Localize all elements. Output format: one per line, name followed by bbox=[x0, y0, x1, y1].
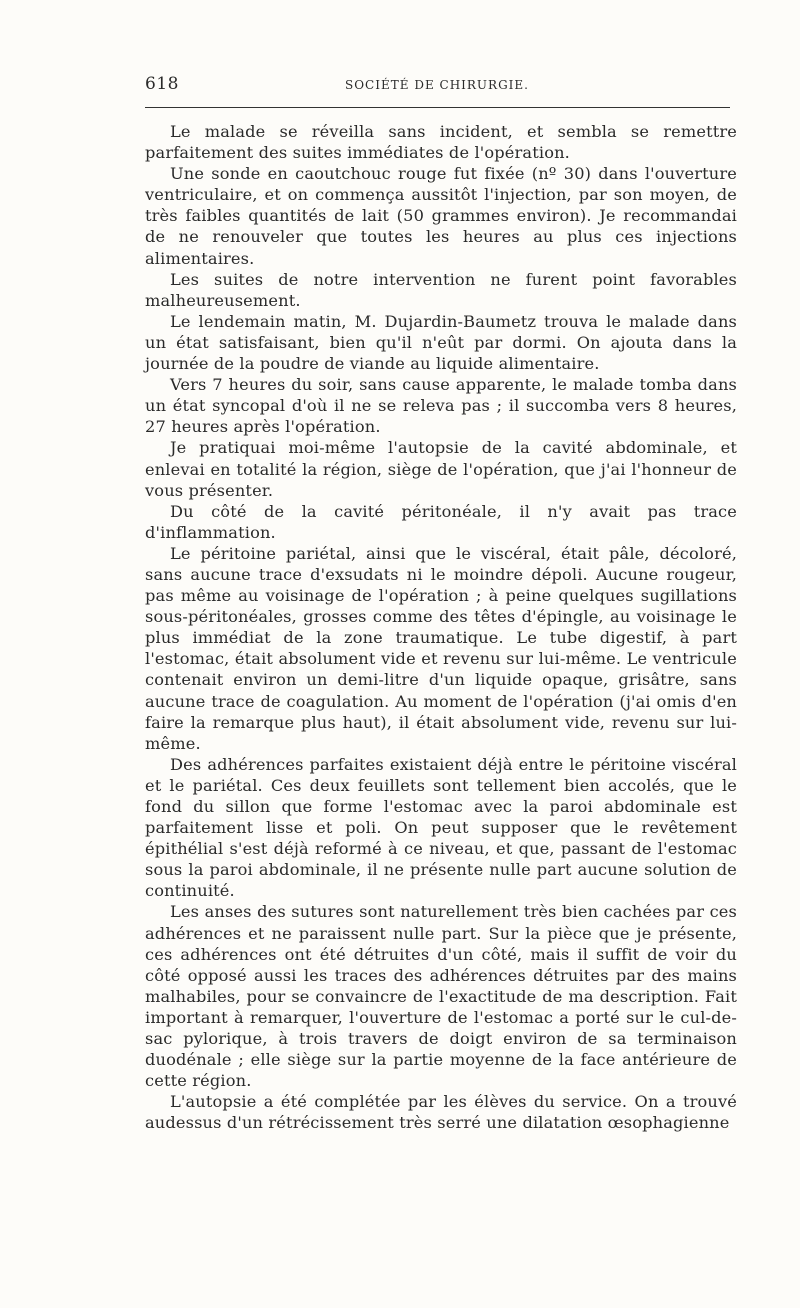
page-number: 618 bbox=[145, 74, 179, 94]
paragraph: Du côté de la cavité péritonéale, il n'y avait pas trace d'inflammation. bbox=[145, 501, 737, 542]
paragraph: Des adhérences parfaites existaient déjà entre le péritoine viscéral et le pariétal. Ces deux feuillets sont tellement bien accolés, que le fond du sillon que forme l'estomac avec la paroi abdominale est parfaitement lisse et poli. On peut supposer que le revêtement épithélial s'est déjà reformé à ce niveau, et que, passant de l'estomac sous la paroi abdominale, il ne présente nulle part aucune solution de continuité. bbox=[145, 754, 737, 901]
header-rule bbox=[145, 107, 730, 108]
paragraph: Une sonde en caoutchouc rouge fut fixée (nº 30) dans l'ouverture ventriculaire, et on commença aussitôt l'injection, par son moyen, de très faibles quantités de lait (50 grammes environ). Je recommandai de ne renouveler que toutes les heures au plus ces injections alimentaires. bbox=[145, 164, 737, 268]
paragraph: L'autopsie a été complétée par les élèves du service. On a trouvé audessus d'un rétrécissement très serré une dilatation œsophagienne bbox=[145, 1092, 737, 1133]
paragraph: Le lendemain matin, M. Dujardin-Baumetz trouva le malade dans un état satisfaisant, bien qu'il n'eût par dormi. On ajouta dans la journée de la poudre de viande au liquide alimentaire. bbox=[145, 311, 737, 374]
body-text bbox=[145, 121, 737, 1134]
paragraph: Je pratiquai moi-même l'autopsie de la cavité abdominale, et enlevai en totalité la région, siège de l'opération, que j'ai l'honneur de vous présenter. bbox=[145, 438, 737, 500]
paragraph: Les suites de notre intervention ne furent point favorables malheureusement. bbox=[145, 269, 737, 310]
page-header bbox=[145, 74, 730, 100]
running-title: SOCIÉTÉ DE CHIRURGIE. bbox=[345, 78, 529, 92]
paragraph: Les anses des sutures sont naturellement très bien cachées par ces adhérences et ne paraissent nulle part. Sur la pièce que je présente, ces adhérences ont été détruites d'un côté, mais il suffit de voir du côté opposé aussi les traces des adhérences détruites par des mains malhabiles, pour se convaincre de l'exactitude de ma description. Fait important à remarquer, l'ouverture de l'estomac a porté sur le cul-de-sac pylorique, à trois travers de doigt environ de sa terminaison duodénale ; elle siège sur la partie moyenne de la face antérieure de cette région. bbox=[145, 902, 737, 1091]
paragraph: Le péritoine pariétal, ainsi que le viscéral, était pâle, décoloré, sans aucune trace d'exsudats ni le moindre dépoli. Aucune rougeur, pas même au voisinage de l'opération ; à peine quelques sugillations sous-péritonéales, grosses comme des têtes d'épingle, au voisinage le plus immédiat de la zone traumatique. Le tube digestif, à part l'estomac, était absolument vide et revenu sur lui-même. Le ventricule contenait environ un demi-litre d'un liquide opaque, grisâtre, sans aucune trace de coagulation. Au moment de l'opération (j'ai omis d'en faire la remarque plus haut), il était absolument vide, revenu sur lui-même. bbox=[145, 543, 737, 753]
paragraph: Le malade se réveilla sans incident, et sembla se remettre parfaitement des suites immédiates de l'opération. bbox=[145, 122, 737, 163]
paragraph: Vers 7 heures du soir, sans cause apparente, le malade tomba dans un état syncopal d'où il ne se releva pas ; il succomba vers 8 heures, 27 heures après l'opération. bbox=[145, 375, 737, 437]
